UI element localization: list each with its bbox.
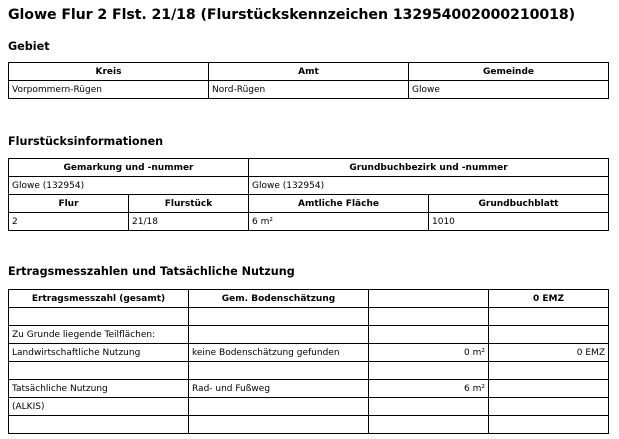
cell [189, 308, 369, 326]
cell: (ALKIS) [9, 398, 189, 416]
ertrag-table [8, 289, 609, 434]
cell: Tatsächliche Nutzung [9, 380, 189, 398]
column-header-gemarkung: Gemarkung und -nummer [9, 159, 249, 177]
flurstueck-table [8, 158, 609, 231]
cell [369, 398, 489, 416]
cell [9, 362, 189, 380]
cell: Rad- und Fußweg [189, 380, 369, 398]
column-header-gemeinde: Gemeinde [409, 63, 609, 81]
table-row [9, 213, 609, 231]
cell-amt: Nord-Rügen [209, 81, 409, 99]
cell [189, 416, 369, 434]
table-row [9, 308, 609, 326]
table-header-row [9, 195, 609, 213]
cell [9, 308, 189, 326]
cell-flur: 2 [9, 213, 129, 231]
cell-gemeinde: Glowe [409, 81, 609, 99]
cell [369, 326, 489, 344]
cell: 0 EMZ [489, 344, 609, 362]
table-row [9, 326, 609, 344]
table-row [9, 380, 609, 398]
cell [9, 416, 189, 434]
cell [369, 308, 489, 326]
table-row [9, 177, 609, 195]
cell-amtliche-flaeche: 6 m² [249, 213, 429, 231]
cell [489, 326, 609, 344]
cell-gemarkung: Glowe (132954) [9, 177, 249, 195]
cell [489, 416, 609, 434]
gebiet-table [8, 62, 609, 99]
cell [489, 362, 609, 380]
cell: 0 m² [369, 344, 489, 362]
section-title-ertragsmesszahlen: Ertragsmesszahlen und Tatsächliche Nutzung [8, 265, 295, 278]
column-header-grundbuchblatt: Grundbuchblatt [429, 195, 609, 213]
cell: Landwirtschaftliche Nutzung [9, 344, 189, 362]
column-header-amtliche-flaeche: Amtliche Fläche [249, 195, 429, 213]
table-row [9, 416, 609, 434]
cell: 6 m² [369, 380, 489, 398]
table-header-row [9, 159, 609, 177]
cell [489, 380, 609, 398]
section-title-flurstuecksinformationen: Flurstücksinformationen [8, 135, 164, 148]
column-header-amt: Amt [209, 63, 409, 81]
column-header-flaeche [369, 290, 489, 308]
cell: keine Bodenschätzung gefunden [189, 344, 369, 362]
cell [369, 416, 489, 434]
cell-grundbuchblatt: 1010 [429, 213, 609, 231]
cell [189, 362, 369, 380]
table-row [9, 344, 609, 362]
table-header-row [9, 290, 609, 308]
column-header-flurstueck: Flurstück [129, 195, 249, 213]
section-title-gebiet: Gebiet [8, 40, 50, 53]
cell-flurstueck: 21/18 [129, 213, 249, 231]
column-header-flur: Flur [9, 195, 129, 213]
cell: Zu Grunde liegende Teilflächen: [9, 326, 189, 344]
cell [489, 398, 609, 416]
column-header-ertragsmesszahl: Ertragsmesszahl (gesamt) [9, 290, 189, 308]
cell [369, 362, 489, 380]
table-row [9, 81, 609, 99]
cell [489, 308, 609, 326]
column-header-grundbuchbezirk: Grundbuchbezirk und -nummer [249, 159, 609, 177]
table-header-row [9, 63, 609, 81]
cell [189, 398, 369, 416]
column-header-kreis: Kreis [9, 63, 209, 81]
page-title: Glowe Flur 2 Flst. 21/18 (Flurstückskennzeichen 132954002000210018) [8, 7, 576, 23]
table-row [9, 362, 609, 380]
cell-kreis: Vorpommern-Rügen [9, 81, 209, 99]
column-header-emz: 0 EMZ [489, 290, 609, 308]
table-row [9, 398, 609, 416]
cell [189, 326, 369, 344]
column-header-bodenschaetzung: Gem. Bodenschätzung [189, 290, 369, 308]
cell-grundbuchbezirk: Glowe (132954) [249, 177, 609, 195]
